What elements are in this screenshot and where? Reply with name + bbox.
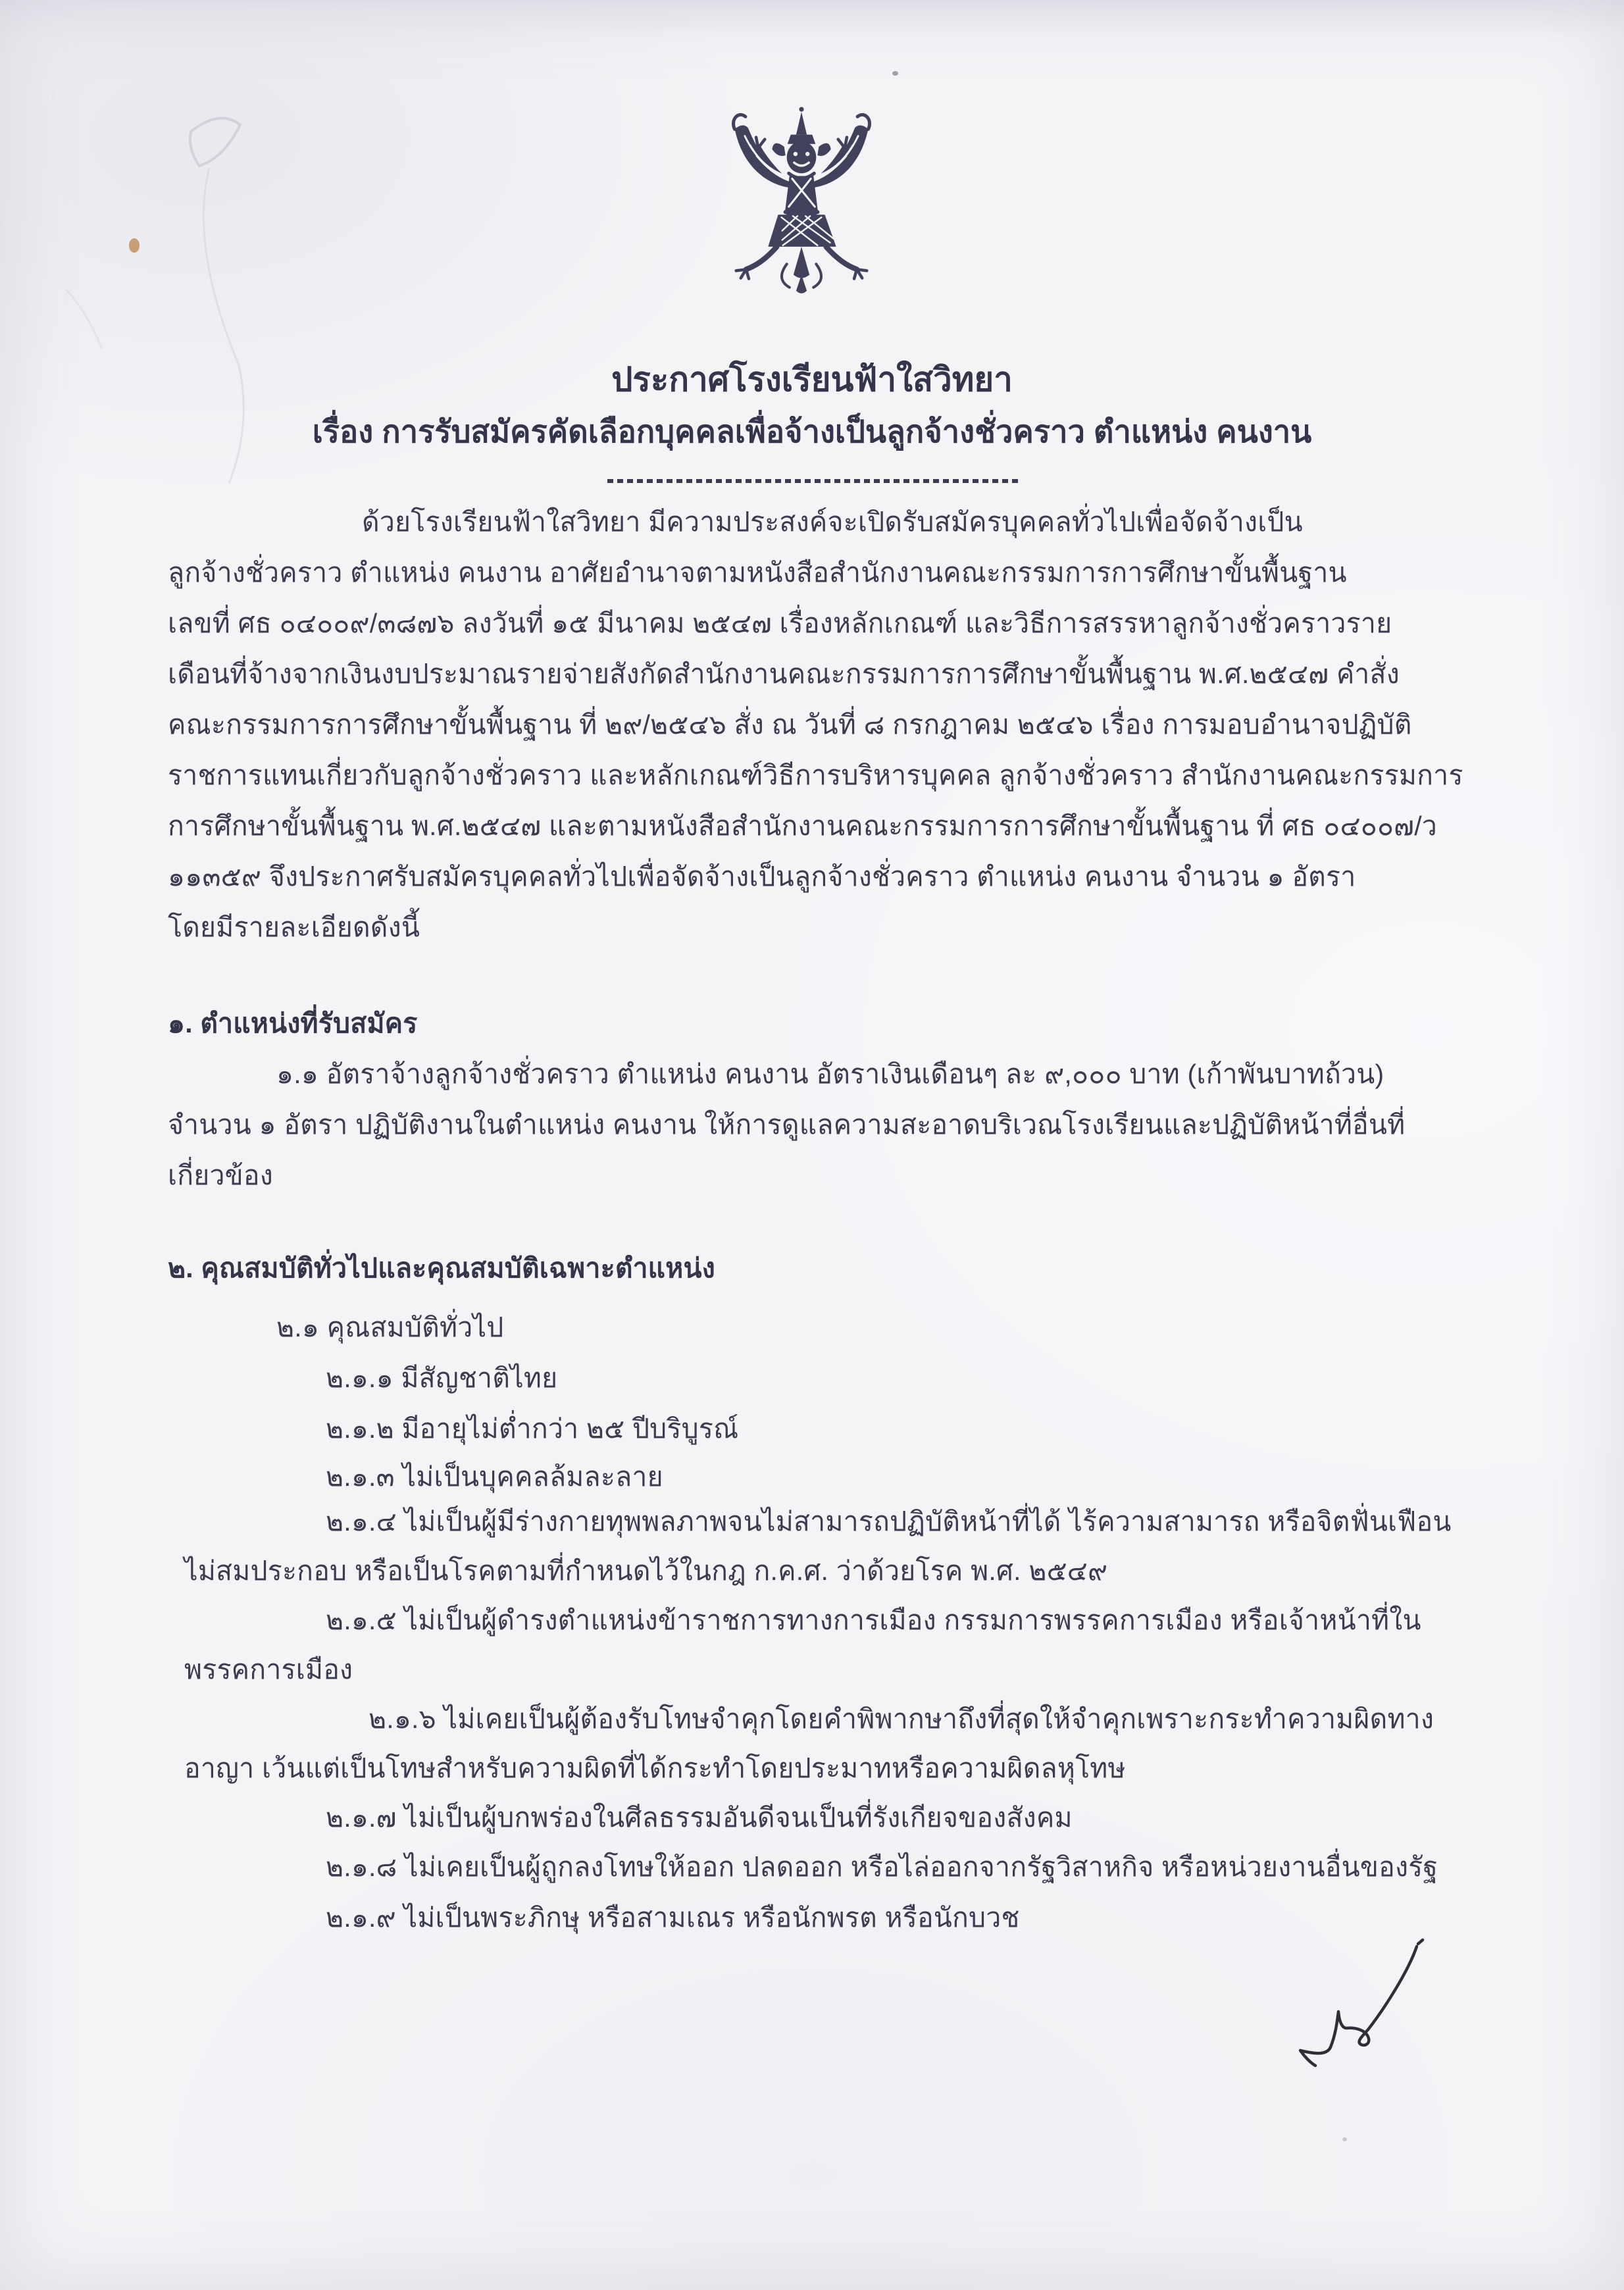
qualification-line: ๒.๑.๔ ไม่เป็นผู้มีร่างกายทุพพลภาพจนไม่สามารถปฏิบัติหน้าที่ได้ ไร้ความสามารถ หรือจิตฟั่นเฟือน: [326, 1506, 1452, 1537]
dashed-divider: [607, 479, 1022, 483]
section1-line: เกี่ยวข้อง: [168, 1160, 273, 1190]
intro-line: คณะกรรมการการศึกษาขั้นพื้นฐาน ที่ ๒๙/๒๕๔๖ สั่ง ณ วันที่ ๘ กรกฎาคม ๒๕๔๖ เรื่อง การมอบอำนาจปฏิบัติ: [168, 709, 1412, 740]
section2-heading: ๒. คุณสมบัติทั่วไปและคุณสมบัติเฉพาะตำแหน่ง: [168, 1253, 715, 1283]
intro-line: ด้วยโรงเรียนฟ้าใสวิทยา มีความประสงค์จะเปิดรับสมัครบุคคลทั่วไปเพื่อจัดจ้างเป็น: [362, 507, 1303, 537]
qualification-line: ๒.๑.๕ ไม่เป็นผู้ดำรงตำแหน่งข้าราชการทางการเมือง กรรมการพรรคการเมือง หรือเจ้าหน้าที่ใน: [326, 1605, 1421, 1635]
section1-heading: ๑. ตำแหน่งที่รับสมัคร: [168, 1008, 418, 1038]
paper-dust-speck: [1342, 2137, 1347, 2141]
qualification-line: ไม่สมประกอบ หรือเป็นโรคตามที่กำหนดไว้ในกฎ ก.ค.ศ. ว่าด้วยโรค พ.ศ. ๒๕๔๙: [184, 1556, 1108, 1586]
qualification-line: ๒.๑.๒ มีอายุไม่ต่ำกว่า ๒๕ ปีบริบูรณ์: [326, 1413, 739, 1444]
qualification-line: ๒.๑.๓ ไม่เป็นบุคคลล้มละลาย: [326, 1462, 663, 1492]
qualification-line: ๒.๑ คุณสมบัติทั่วไป: [276, 1312, 504, 1342]
qualification-line: ๒.๑.๗ ไม่เป็นผู้บกพร่องในศีลธรรมอันดีจนเป็นที่รังเกียจของสังคม: [326, 1802, 1073, 1833]
intro-line: ราชการแทนเกี่ยวกับลูกจ้างชั่วคราว และหลักเกณฑ์วิธีการบริหารบุคคล ลูกจ้างชั่วคราว สำนักงานคณะกรรมการ: [168, 760, 1463, 790]
paper-dust-speck: [892, 71, 898, 76]
intro-line: เดือนที่จ้างจากเงินงบประมาณรายจ่ายสังกัดสำนักงานคณะกรรมการการศึกษาขั้นพื้นฐาน พ.ศ.๒๕๔๗ คำสั่ง: [168, 659, 1400, 689]
qualification-line: อาญา เว้นแต่เป็นโทษสำหรับความผิดที่ได้กระทำโดยประมาทหรือความผิดลหุโทษ: [184, 1753, 1126, 1783]
intro-line: การศึกษาขั้นพื้นฐาน พ.ศ.๒๕๔๗ และตามหนังสือสำนักงานคณะกรรมการการศึกษาขั้นพื้นฐาน ที่ ศธ ๐๔๐๐๗/ว: [168, 811, 1438, 841]
intro-line: โดยมีรายละเอียดดังนี้: [168, 912, 420, 942]
garuda-emblem-icon: [715, 104, 888, 301]
section1-line: ๑.๑ อัตราจ้างลูกจ้างชั่วคราว ตำแหน่ง คนงาน อัตราเงินเดือนๆ ละ ๙,๐๐๐ บาท (เก้าพันบาทถ้วน): [276, 1059, 1384, 1089]
qualification-line: ๒.๑.๑ มีสัญชาติไทย: [326, 1363, 558, 1393]
intro-line: ลูกจ้างชั่วคราว ตำแหน่ง คนงาน อาศัยอำนาจตามหนังสือสำนักงานคณะกรรมการการศึกษาขั้นพื้นฐาน: [168, 557, 1347, 588]
qualification-line: พรรคการเมือง: [184, 1654, 353, 1685]
pen-checkmark-scribble: [1283, 1928, 1434, 2079]
document-title: ประกาศโรงเรียนฟ้าใสวิทยา: [611, 361, 1013, 398]
intro-line: เลขที่ ศธ ๐๔๐๐๙/๓๘๗๖ ลงวันที่ ๑๕ มีนาคม ๒๕๔๗ เรื่องหลักเกณฑ์ และวิธีการสรรหาลูกจ้างชั่วคราวราย: [168, 608, 1392, 638]
paper-stain-speck: [129, 238, 140, 253]
qualification-line: ๒.๑.๙ ไม่เป็นพระภิกษุ หรือสามเณร หรือนักพรต หรือนักบวช: [326, 1902, 1020, 1933]
section1-line: จำนวน ๑ อัตรา ปฏิบัติงานในตำแหน่ง คนงาน ให้การดูแลความสะอาดบริเวณโรงเรียนและปฏิบัติหน้าที่อื่นที่: [168, 1109, 1406, 1140]
qualification-line: ๒.๑.๖ ไม่เคยเป็นผู้ต้องรับโทษจำคุกโดยคำพิพากษาถึงที่สุดให้จำคุกเพราะกระทำความผิดทาง: [368, 1704, 1434, 1734]
qualification-line: ๒.๑.๘ ไม่เคยเป็นผู้ถูกลงโทษให้ออก ปลดออก หรือไล่ออกจากรัฐวิสาหกิจ หรือหน่วยงานอื่นของรัฐ: [326, 1852, 1438, 1882]
intro-line: ๑๑๓๕๙ จึงประกาศรับสมัครบุคคลทั่วไปเพื่อจัดจ้างเป็นลูกจ้างชั่วคราว ตำแหน่ง คนงาน จำนวน ๑ อัตรา: [168, 861, 1356, 892]
document-subject: เรื่อง การรับสมัครคัดเลือกบุคคลเพื่อจ้างเป็นลูกจ้างชั่วคราว ตำแหน่ง คนงาน: [312, 414, 1312, 449]
